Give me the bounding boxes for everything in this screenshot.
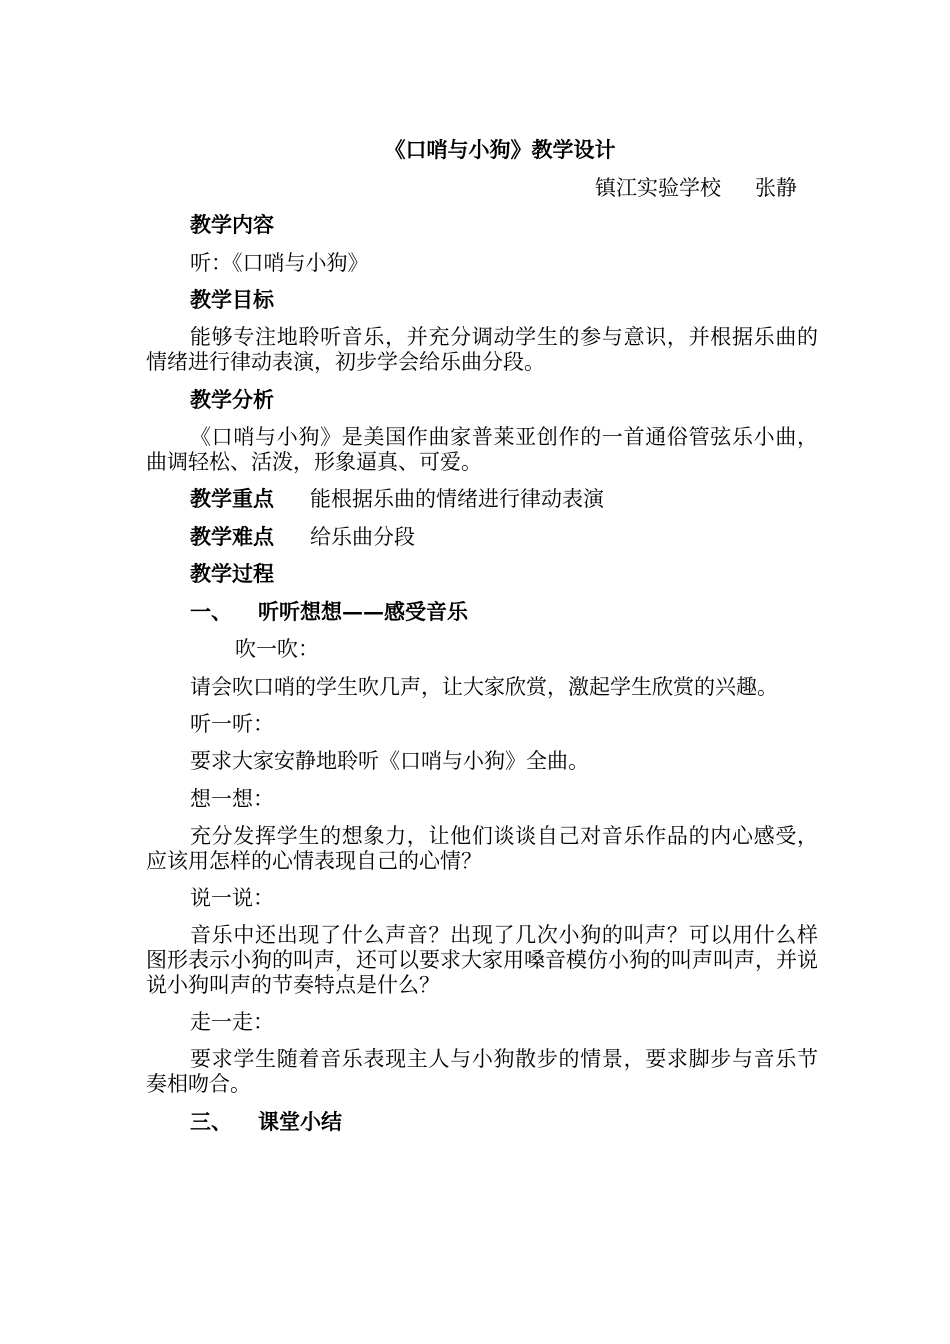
- author-line: [595, 176, 835, 200]
- key-heading: 教学重点: [190, 486, 274, 511]
- difficulty-text: 给乐曲分段: [310, 525, 415, 549]
- analysis-heading: 教学分析: [190, 387, 274, 412]
- think-label: 想一想：: [190, 787, 274, 811]
- blow-label: 吹一吹：: [235, 637, 319, 661]
- school-name: 镇江实验学校: [595, 176, 721, 200]
- say-text: 音乐中还出现了什么声音？出现了几次小狗的叫声？可以用什么样图形表示小狗的叫声，还可以要求大家用嗓音模仿小狗的叫声叫声，并说说小狗叫声的节奏特点是什么？: [146, 923, 818, 997]
- goal-text: 能够专注地聆听音乐，并充分调动学生的参与意识，并根据乐曲的情绪进行律动表演，初步学会给乐曲分段。: [146, 325, 818, 374]
- blow-text: 请会吹口哨的学生吹几声，让大家欣赏，激起学生欣赏的兴趣。: [190, 675, 778, 699]
- section1-title: 听听想想——感受音乐: [258, 599, 468, 624]
- difficulty-row: [190, 525, 818, 549]
- think-text: 充分发挥学生的想象力，让他们谈谈自己对音乐作品的内心感受，应该用怎样的心情表现自己的心情？: [146, 824, 818, 873]
- section3-heading: [190, 1110, 818, 1134]
- goal-heading: 教学目标: [190, 287, 274, 312]
- section1-number: 一、: [190, 599, 232, 624]
- section1-heading: [190, 600, 818, 624]
- say-label: 说一说：: [190, 886, 274, 910]
- listen-label: 听一听：: [190, 712, 274, 736]
- walk-text: 要求学生随着音乐表现主人与小狗散步的情景，要求脚步与音乐节奏相吻合。: [146, 1047, 818, 1096]
- process-heading: 教学过程: [190, 561, 274, 586]
- content-heading: 教学内容: [190, 212, 274, 237]
- key-text: 能根据乐曲的情绪进行律动表演: [310, 487, 604, 511]
- key-point-row: [190, 487, 818, 511]
- analysis-text: 《口哨与小狗》是美国作曲家普莱亚创作的一首通俗管弦乐小曲，曲调轻松、活泼，形象逼真、可爱。: [146, 425, 818, 474]
- listen-text: 要求大家安静地聆听《口哨与小狗》全曲。: [190, 749, 589, 773]
- author-name: 张静: [755, 176, 797, 200]
- walk-label: 走一走：: [190, 1010, 274, 1034]
- section3-title: 课堂小结: [258, 1109, 342, 1134]
- document-title: 《口哨与小狗》教学设计: [384, 137, 616, 162]
- section3-number: 三、: [190, 1109, 232, 1134]
- content-text: 听：《口哨与小狗》: [190, 251, 369, 275]
- difficulty-heading: 教学难点: [190, 524, 274, 549]
